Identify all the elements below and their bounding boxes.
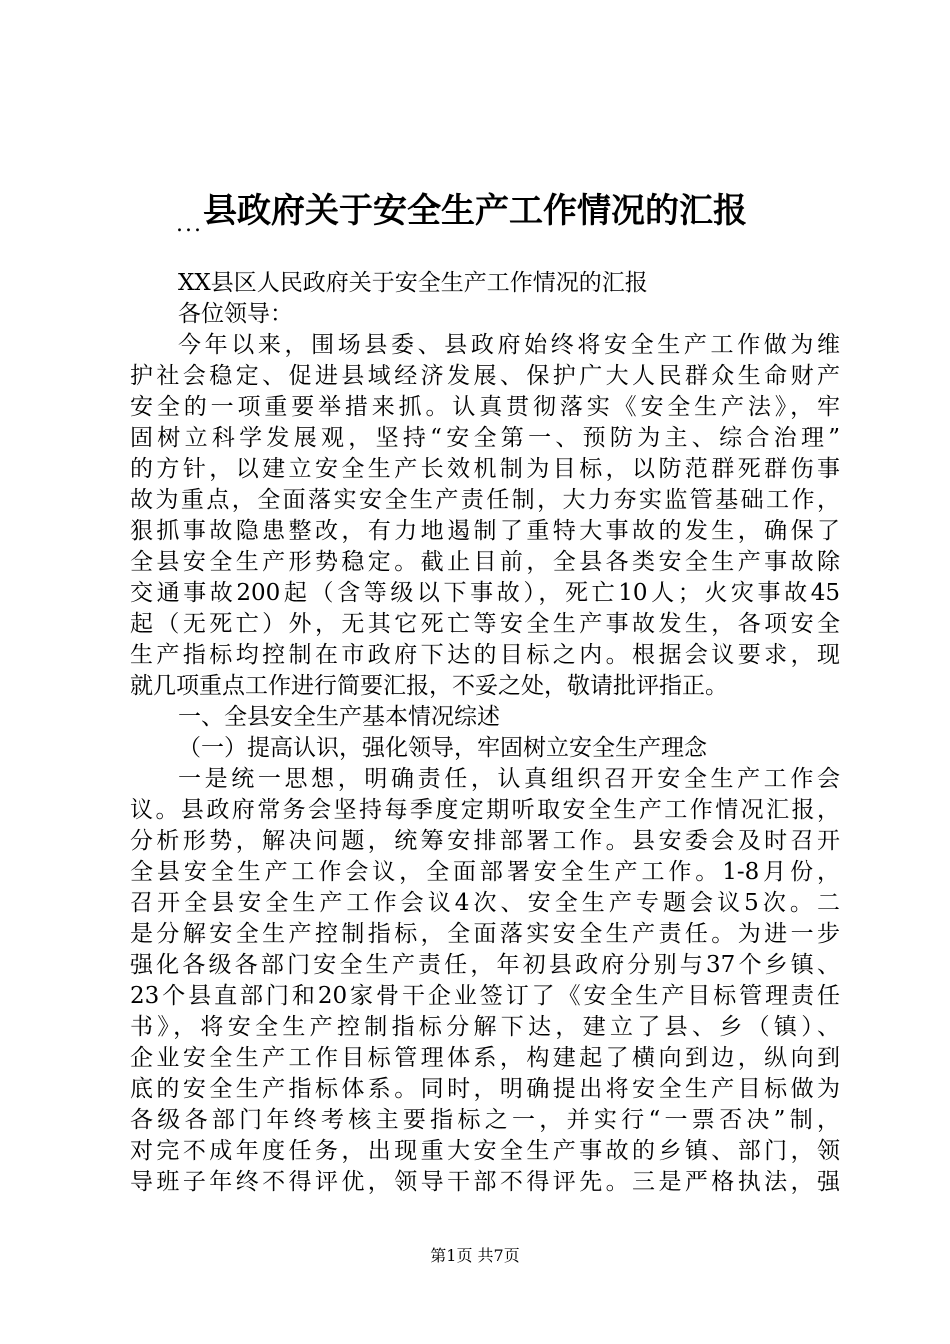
- salutation: 各位领导：: [178, 301, 293, 327]
- paragraph-line: 起（无死亡）外，无其它死亡等安全生产事故发生，各项安全: [130, 611, 840, 637]
- ellipsis-mark: ...: [176, 212, 203, 237]
- document-subtitle: XX县区人民政府关于安全生产工作情况的汇报: [178, 270, 648, 296]
- paragraph-line: 召开全县安全生产工作会议4次、安全生产专题会议5次。二: [130, 890, 840, 916]
- paragraph-line: 的方针，以建立安全生产长效机制为目标，以防范群死群伤事: [130, 456, 840, 482]
- paragraph-line: 对完不成年度任务，出现重大安全生产事故的乡镇、部门，领: [130, 1138, 840, 1164]
- paragraph-line: 议。县政府常务会坚持每季度定期听取安全生产工作情况汇报，: [130, 797, 840, 823]
- paragraph-line: 生产指标均控制在市政府下达的目标之内。根据会议要求，现: [130, 642, 840, 668]
- paragraph-line: 导班子年终不得评优，领导干部不得评先。三是严格执法，强: [130, 1169, 840, 1195]
- paragraph-line: 护社会稳定、促进县域经济发展、保护广大人民群众生命财产: [130, 363, 840, 389]
- paragraph-line: 一是统一思想，明确责任，认真组织召开安全生产工作会: [178, 766, 840, 792]
- subsection-heading: （一）提高认识，强化领导，牢固树立安全生产理念: [178, 735, 707, 761]
- paragraph-line: 底的安全生产指标体系。同时，明确提出将安全生产目标做为: [130, 1076, 840, 1102]
- paragraph-line: 交通事故200起（含等级以下事故），死亡10人；火灾事故45: [130, 580, 840, 606]
- paragraph-line: 强化各级各部门安全生产责任，年初县政府分别与37个乡镇、: [130, 952, 840, 978]
- paragraph-line: 狠抓事故隐患整改，有力地遏制了重特大事故的发生，确保了: [130, 518, 840, 544]
- paragraph-line: 全县安全生产工作会议，全面部署安全生产工作。1-8月份，: [130, 859, 840, 885]
- paragraph-line: 全县安全生产形势稳定。截止目前，全县各类安全生产事故除: [130, 549, 840, 575]
- paragraph-line: 书》，将安全生产控制指标分解下达，建立了县、乡（镇）、: [130, 1014, 840, 1040]
- paragraph-line: 就几项重点工作进行简要汇报，不妥之处，敬请批评指正。: [130, 673, 728, 699]
- paragraph-line: 分析形势，解决问题，统筹安排部署工作。县安委会及时召开: [130, 828, 840, 854]
- paragraph-line: 今年以来，围场县委、县政府始终将安全生产工作做为维: [178, 332, 840, 358]
- paragraph-line: 23个县直部门和20家骨干企业签订了《安全生产目标管理责任: [130, 983, 840, 1009]
- paragraph-line: 企业安全生产工作目标管理体系，构建起了横向到边，纵向到: [130, 1045, 840, 1071]
- paragraph-line: 是分解安全生产控制指标，全面落实安全生产责任。为进一步: [130, 921, 840, 947]
- page-footer: 第1页 共7页: [430, 1246, 520, 1265]
- paragraph-line: 各级各部门年终考核主要指标之一，并实行“一票否决”制，: [130, 1107, 840, 1133]
- section-heading: 一、全县安全生产基本情况综述: [178, 704, 500, 730]
- paragraph-line: 安全的一项重要举措来抓。认真贯彻落实《安全生产法》，牢: [130, 394, 840, 420]
- document-title: 县政府关于安全生产工作情况的汇报: [203, 191, 747, 231]
- paragraph-line: 固树立科学发展观，坚持“安全第一、预防为主、综合治理”: [130, 425, 840, 451]
- paragraph-line: 故为重点，全面落实安全生产责任制，大力夯实监管基础工作，: [130, 487, 840, 513]
